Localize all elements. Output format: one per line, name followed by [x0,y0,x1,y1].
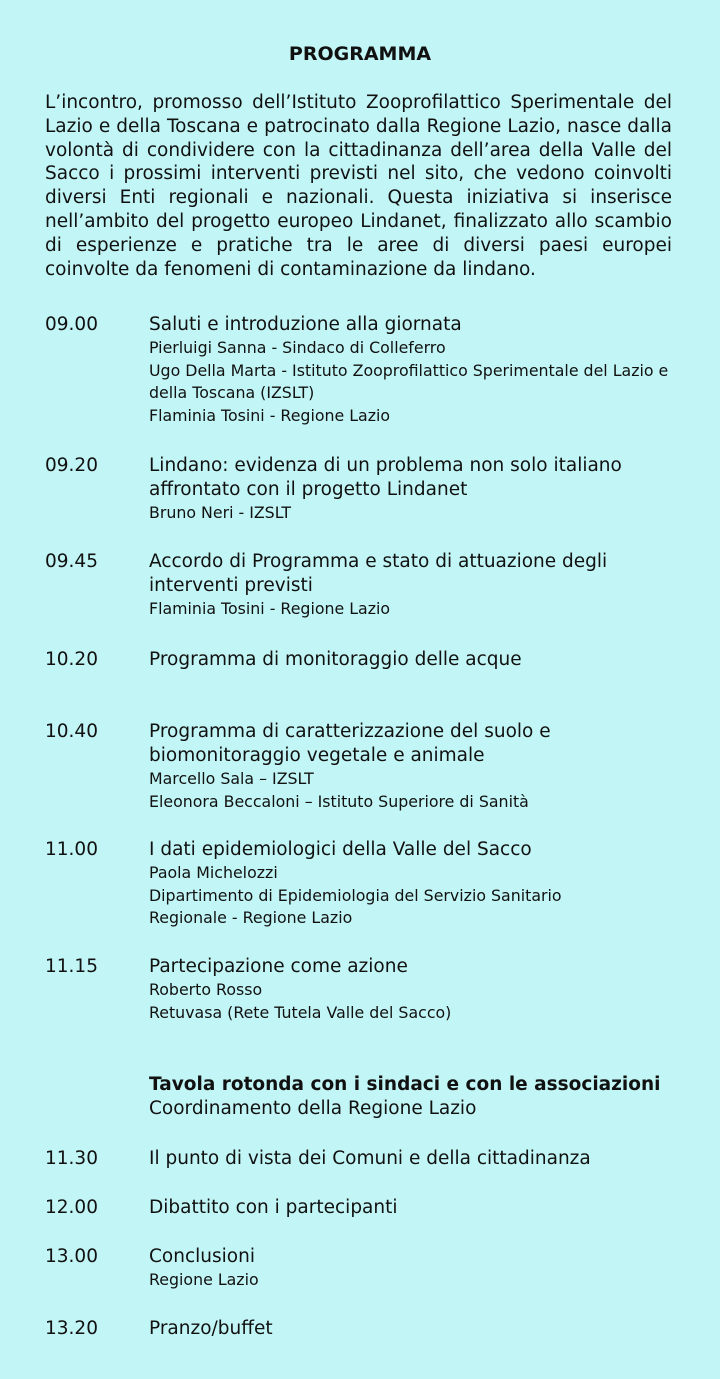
item-speaker: Retuvasa (Rete Tutela Valle del Sacco) [149,1002,452,1022]
item-speaker: Pierluigi Sanna - Sindaco di Colleferro [149,338,446,357]
item-speaker: Ugo Della Marta - Istituto Zooprofilattico Sperimentale del Lazio e della Toscana (IZSLT) [149,360,669,402]
round-table-title: Tavola rotonda con i sindaci e con le associazioni [149,1074,661,1095]
item-topic: Programma di caratterizzazione del suolo e biomonitoraggio vegetale e animale [149,721,551,766]
item-time: 09.00 [45,314,98,335]
item-speaker: Flaminia Tosini - Regione Lazio [149,599,391,618]
item-time: 11.30 [45,1148,98,1169]
item-time: 13.00 [45,1246,98,1267]
item-body [149,838,629,930]
item-speaker: Eleonora Beccaloni – Istituto Superiore di Sanità [149,791,529,811]
item-time: 11.15 [45,956,98,977]
item-topic: Programma di monitoraggio delle acque [149,649,522,670]
item-speaker: Regione Lazio [149,1270,259,1289]
item-topic: Dibattito con i partecipanti [149,1197,398,1218]
item-time: 09.20 [45,455,98,476]
item-body [149,720,599,813]
item-body [149,313,689,427]
item-topic: Conclusioni [149,1246,255,1267]
round-table-coordinator: Coordinamento della Regione Lazio [149,1098,477,1119]
item-topic: Accordo di Programma e stato di attuazione degli interventi previsti [149,551,608,596]
item-speaker: Dipartimento di Epidemiologia del Servizio Sanitario Regionale - Regione Lazio [149,885,562,927]
page-title: PROGRAMMA [288,43,432,65]
item-topic: Saluti e introduzione alla giornata [149,314,462,335]
item-body [149,1317,689,1341]
item-topic: I dati epidemiologici della Valle del Sacco [149,839,532,860]
item-topic: Pranzo/buffet [149,1318,273,1339]
item-topic: Partecipazione come azione [149,956,408,977]
item-speaker: Flaminia Tosini - Regione Lazio [149,405,391,425]
item-speaker: Roberto Rosso [149,980,263,999]
item-topic: Lindano: evidenza di un problema non solo italiano affrontato con il progetto Lindanet [149,455,622,500]
item-time: 10.40 [45,721,98,742]
item-body [149,550,639,621]
item-time: 13.20 [45,1318,98,1339]
item-speaker: Bruno Neri - IZSLT [149,503,291,522]
item-body [149,454,649,525]
item-time: 12.00 [45,1197,98,1218]
item-time: 11.00 [45,839,98,860]
intro-paragraph: L’incontro, promosso dell’Istituto Zooprofilattico Sperimentale del Lazio e della Toscana e patrocinato dalla Regione Lazio, nasce dalla volontà di condividere con la cittadinanza dell’area della Valle del Sacco i prossimi interventi previsti nel sito, che vedono coinvolti diversi Enti regionali e nazionali. Questa iniziativa si inserisce nell’ambito del progetto europeo Lindanet, finalizzato allo scambio di esperienze e pratiche tra le aree di diversi paesi europei coinvolte da fenomeni di contaminazione da lindano. [45,92,672,280]
item-speaker: Marcello Sala – IZSLT [149,769,314,788]
item-speaker: Paola Michelozzi [149,863,278,882]
item-body [149,1073,709,1121]
item-body [149,955,689,1024]
item-topic: Il punto di vista dei Comuni e della cittadinanza [149,1148,591,1169]
item-time: 09.45 [45,551,98,572]
item-time: 10.20 [45,649,98,670]
item-body [149,1245,689,1292]
item-body [149,1196,689,1220]
item-body [149,1147,709,1171]
item-body [149,648,689,672]
